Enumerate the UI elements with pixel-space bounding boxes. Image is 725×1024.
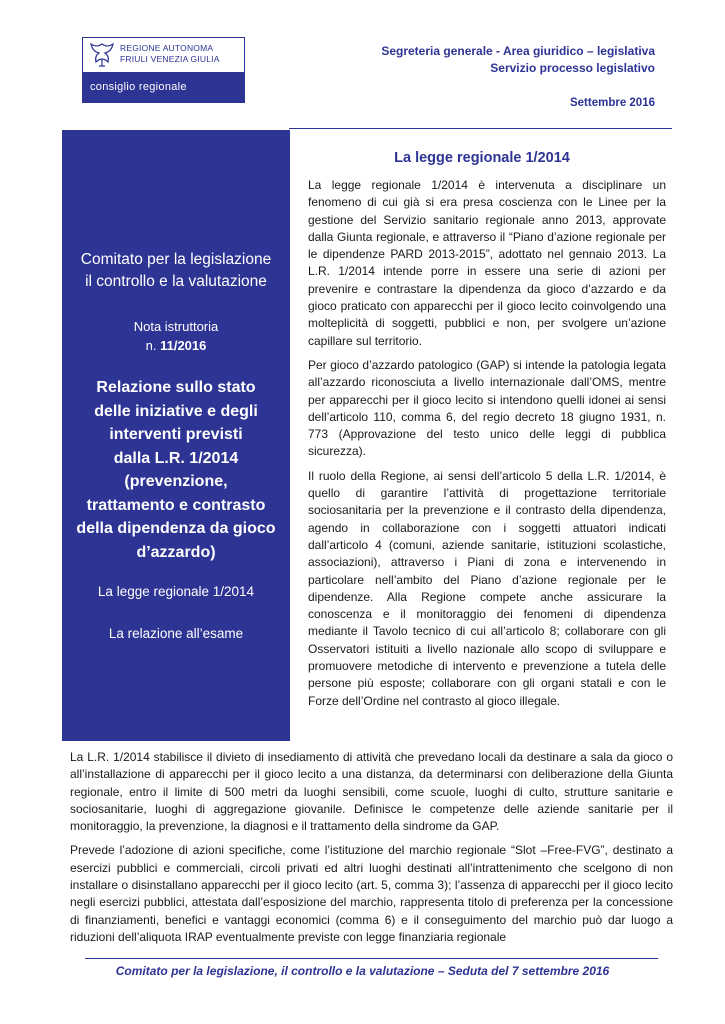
logo-line-1: REGIONE AUTONOMA (120, 43, 214, 53)
sidebar-panel (62, 130, 290, 741)
paragraph: Per gioco d’azzardo patologico (GAP) si intende la patologia legata all’azzardo riconosciuta a livello internazionale dall’OMS, mentre per apparecchi per il gioco lecito si intendono quelli idonei ai sensi dell’articolo 110, comma 6, del regio decreto 18 giugno 1931, n. 773 (Approvazione del testo unico delle leggi di pubblica sicurezza). (308, 357, 666, 459)
sidebar-link-legge[interactable]: La legge regionale 1/2014 (97, 584, 255, 599)
paragraph: Il ruolo della Regione, ai sensi dell’articolo 5 della L.R. 1/2014, è quello di garantire l’attività di progettazione territoriale sociosanitaria per la prevenzione e il contrasto della dipendenza, agendo in collaborazione con i soggetti attuatori indicati dall’articolo 4 (comuni, aziende sanitarie, istituzioni scolastiche, associazioni), attraverso i Piani di zona e intervenendo in particolare nell’ambito del Piano d’azione regionale per le dipendenze. Alla Regione compete anche assicurare la conoscenza e il monitoraggio dei fenomeni di dipendenza mediante il Tavolo tecnico di cui all’articolo 8; collaborare con gli Osservatori istituiti a livello nazionale allo scopo di sviluppare e promuovere metodiche di intervento e prevenzione a tutela delle persone più esposte; collaborare con gli organi statali e con le Forze dell’Ordine nel contrasto al gioco illegale. (308, 468, 666, 708)
nota-number-prefix: n. (145, 338, 161, 353)
header-line-1: Segreteria generale - Area giuridico – legislativa (381, 44, 655, 58)
logo-line-2: FRIULI VENEZIA GIULIA (120, 54, 220, 64)
title-line: (prevenzione, (124, 473, 228, 490)
sidebar-link-relazione[interactable]: La relazione all’esame (108, 626, 244, 641)
nota-number (62, 336, 290, 355)
nota-label: Nota istruttoria (133, 319, 219, 334)
header-office (381, 43, 655, 77)
paragraph: Prevede l’adozione di azioni specifiche, come l’istituzione del marchio regionale “Slot –Free-FVG”, destinato a esercizi pubblici e commerciali, circoli privati ed altri luoghi destinati all’intrattenimento che scelgono di non installare o disinstallano apparecchi per il gioco lecito (art. 5, comma 3); l’assenza di apparecchi per il gioco lecito negli esercizi pubblici, attestata dall’esposizione del marchio, rappresenta titolo di preferenza per la concessione di finanziamenti, benefici e vantaggi economici (comma 6) e il conseguimento del marchio può dar luogo a riduzioni dell’aliquota IRAP eventualmente previste con legge finanziaria regionale (70, 843, 673, 944)
committee-line-2: il controllo e la valutazione (85, 273, 267, 290)
title-line: dalla L.R. 1/2014 (113, 449, 239, 467)
sidebar-committee (62, 249, 290, 293)
eagle-emblem-icon (89, 41, 115, 68)
nota-number-value: 11/2016 (160, 338, 207, 353)
committee-line-1: Comitato per la legislazione (80, 251, 272, 268)
regional-council-logo (82, 37, 245, 103)
logo-text (120, 43, 220, 65)
title-line: della dipendenza da gioco (76, 520, 276, 537)
title-line: interventi previsti (109, 426, 243, 443)
footer-divider (85, 958, 658, 959)
title-line: trattamento e contrasto (86, 496, 266, 514)
top-divider (289, 128, 672, 129)
logo-council-label: consiglio regionale (82, 72, 245, 103)
sidebar-title (62, 376, 290, 564)
paragraph: La L.R. 1/2014 stabilisce il divieto di insediamento di attività che prevedano locali da destinare a sala da gioco o all’installazione di apparecchi per il gioco lecito a una distanza, da determinarsi con deliberazione della Giunta regionale, entro il limite di 500 metri da luoghi sensibili, come scuole, luoghi di culto, strutture sanitarie e sociosanitarie, luoghi di aggregazione giovanile. Definisce le competenze delle aziende sanitarie per il monitoraggio, la prevenzione, la diagnosi e il trattamento della sindrome da GAP. (70, 750, 673, 834)
title-line: Relazione sullo stato (96, 379, 256, 396)
right-column-text (308, 177, 666, 717)
section-title: La legge regionale 1/2014 (394, 150, 570, 166)
title-line: d’azzardo) (136, 543, 216, 561)
header-line-2: Servizio processo legislativo (490, 61, 655, 75)
full-width-text (70, 749, 673, 953)
paragraph: La legge regionale 1/2014 è intervenuta a disciplinare un fenomeno di cui già si era presa coscienza con le Linee per la gestione del Servizio sanitario regionale anno 2013, approvate dalla Giunta regionale, e attraverso il “Piano d’azione regionale per le dipendenze PARD 2013-2015”, adottato nel gennaio 2013. La L.R. 1/2014 intende porre in essere una serie di azioni per prevenire e contrastare la dipendenza da gioco d’azzardo e da gioco praticato con apparecchi per il gioco lecito coinvolgendo una molteplicità di soggetti, pubblici e non, per svolgere un’azione capillare sul territorio. (308, 178, 666, 348)
header-date: Settembre 2016 (569, 97, 655, 109)
page-footer: Comitato per la legislazione, il controllo e la valutazione – Seduta del 7 settembre 2016 (115, 964, 610, 978)
sidebar-nota (62, 317, 290, 355)
logo-top-box (82, 37, 245, 73)
title-line: delle iniziative e degli (94, 402, 258, 420)
